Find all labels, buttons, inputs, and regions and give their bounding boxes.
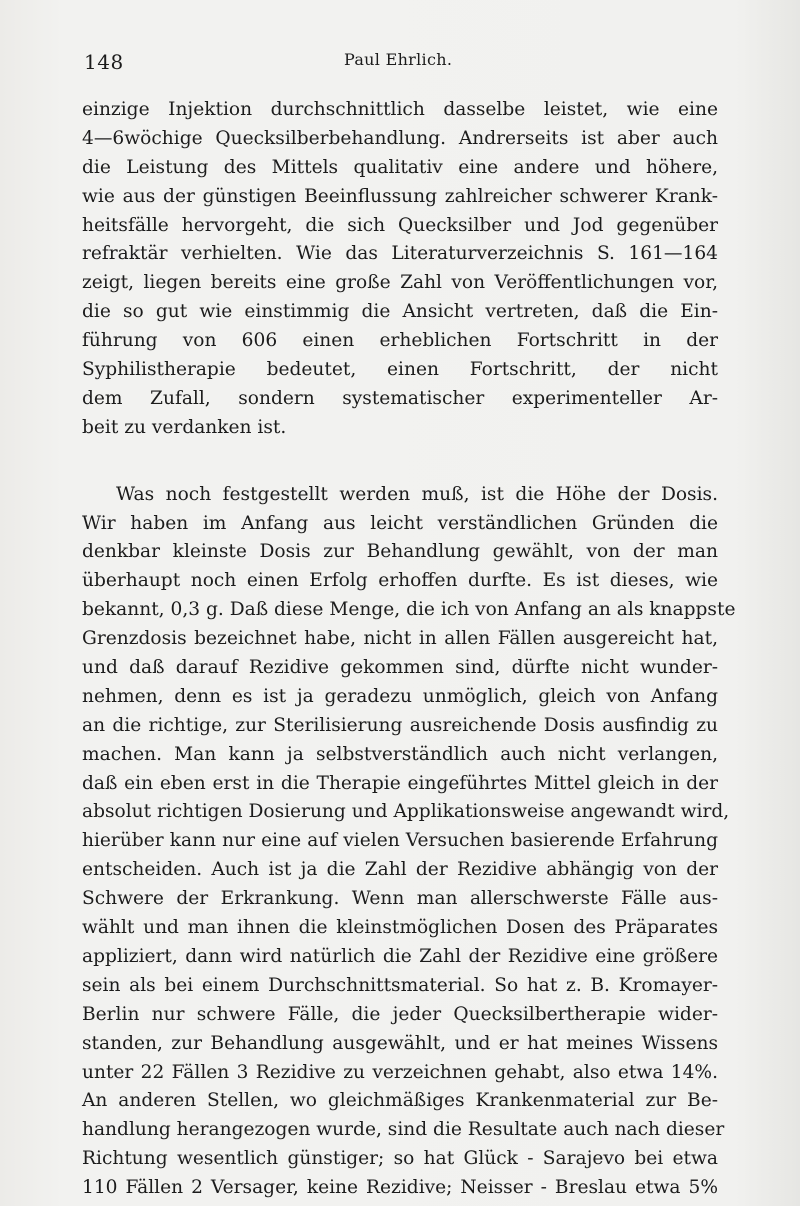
text-line: an die richtige, zur Sterilisierung ausreichende Dosis ausfindig zu (82, 714, 718, 736)
text-line: einzige Injektion durchschnittlich dasselbe leistet, wie eine (82, 99, 718, 120)
text-line: sein als bei einem Durchschnittsmaterial. So hat z. B. Kromayer- (82, 974, 718, 996)
text-line: Was noch festgestellt werden muß, ist die Höhe der Dosis. (116, 483, 718, 505)
paragraph-1 (82, 96, 718, 443)
text-line: entscheiden. Auch ist ja die Zahl der Rezidive abhängig von der (82, 859, 718, 881)
text-line: zeigt, liegen bereits eine große Zahl von Veröffentlichungen vor, (82, 272, 718, 294)
text-line: und daß darauf Rezidive gekommen sind, dürfte nicht wunder- (82, 657, 718, 679)
text-line: heitsfälle hervorgeht, die sich Quecksilber und Jod gegenüber (82, 214, 718, 236)
text-line: refraktär verhielten. Wie das Literaturverzeichnis S. 161—164 (82, 243, 718, 265)
text-line: 4—6wöchige Quecksilberbehandlung. Andrerseits ist aber auch (82, 127, 718, 149)
text-line: appliziert, dann wird natürlich die Zahl der Rezidive eine größere (82, 945, 718, 967)
text-line: Grenzdosis bezeichnet habe, nicht in allen Fällen ausgereicht hat, (82, 628, 718, 650)
text-line: wählt und man ihnen die kleinstmöglichen Dosen des Präparates (82, 917, 718, 939)
text-line: 110 Fällen 2 Versager, keine Rezidive; Neisser - Breslau etwa 5% (82, 1177, 718, 1199)
text-line: Richtung wesentlich günstiger; so hat Glück - Sarajevo bei etwa (82, 1148, 718, 1170)
running-head: Paul Ehrlich. (344, 50, 453, 69)
text-line: die Leistung des Mittels qualitativ eine andere und höhere, (82, 156, 718, 178)
paragraph-gap (82, 443, 718, 481)
text-line: wie aus der günstigen Beeinflussung zahlreicher schwerer Krank- (82, 185, 718, 207)
text-line: standen, zur Behandlung ausgewählt, und er hat meines Wissens (82, 1032, 718, 1054)
page-header (80, 50, 720, 78)
text-line: beit zu verdanken ist. (82, 416, 287, 438)
page-number: 148 (84, 50, 124, 74)
text-line: führung von 606 einen erheblichen Fortschritt in der (82, 330, 718, 352)
text-line: An anderen Stellen, wo gleichmäßiges Krankenmaterial zur Be- (82, 1090, 718, 1112)
text-line: hierüber kann nur eine auf vielen Versuchen basierende Erfahrung (82, 830, 718, 852)
text-line: Syphilistherapie bedeutet, einen Fortschritt, der nicht (82, 359, 718, 381)
paragraph-2 (82, 481, 736, 1203)
text-line: absolut richtigen Dosierung und Applikationsweise angewandt wird, (82, 801, 730, 823)
text-line: nehmen, denn es ist ja geradezu unmöglich, gleich von Anfang (82, 685, 718, 707)
text-line: Schwere der Erkrankung. Wenn man allerschwerste Fälle aus- (82, 888, 718, 910)
body-text (82, 96, 736, 1203)
text-line: dem Zufall, sondern systematischer experimenteller Ar- (82, 387, 718, 409)
text-line: überhaupt noch einen Erfolg erhoffen durfte. Es ist dieses, wie (82, 570, 718, 592)
text-line: unter 22 Fällen 3 Rezidive zu verzeichnen gehabt, also etwa 14%. (82, 1061, 718, 1083)
text-line: Wir haben im Anfang aus leicht verständlichen Gründen die (82, 512, 718, 534)
text-line: denkbar kleinste Dosis zur Behandlung gewählt, von der man (82, 541, 718, 563)
text-line: machen. Man kann ja selbstverständlich auch nicht verlangen, (82, 743, 718, 765)
text-line: daß ein eben erst in die Therapie eingeführtes Mittel gleich in der (82, 772, 718, 794)
text-line: die so gut wie einstimmig die Ansicht vertreten, daß die Ein- (82, 301, 718, 323)
text-line: handlung herangezogen wurde, sind die Resultate auch nach dieser (82, 1119, 725, 1141)
text-line: Berlin nur schwere Fälle, die jeder Quecksilbertherapie wider- (82, 1003, 718, 1025)
text-line: bekannt, 0,3 g. Daß diese Menge, die ich von Anfang an als knappste (82, 599, 736, 621)
